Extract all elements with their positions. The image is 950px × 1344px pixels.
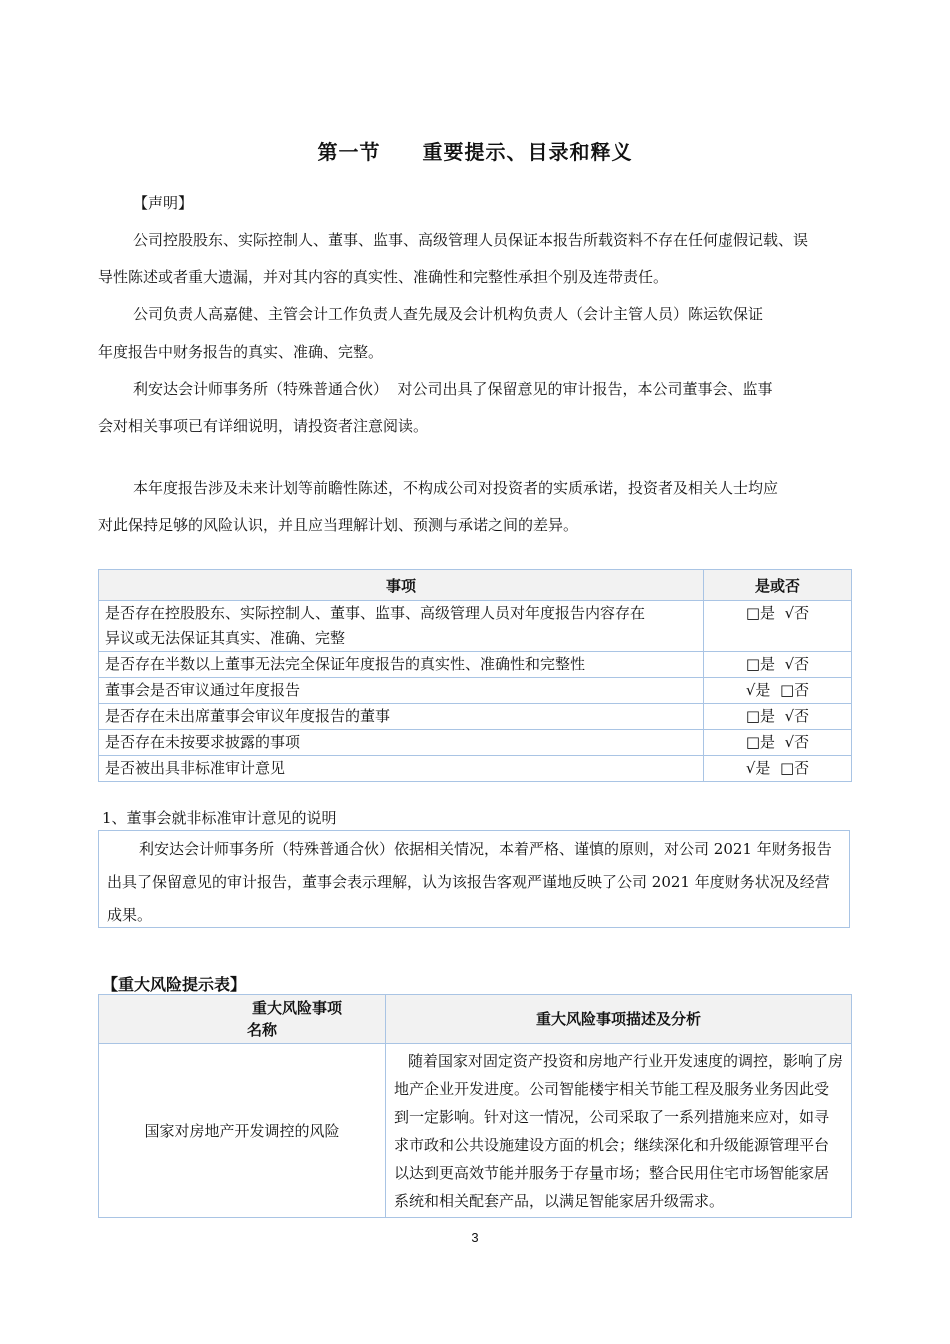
paragraph-1-line-2: 导性陈述或者重大遗漏，并对其内容的真实性、准确性和完整性承担个别及连带责任。	[98, 268, 669, 286]
paragraph-4-line-2: 对此保持足够的风险认识，并且应当理解计划、预测与承诺之间的差异。	[98, 516, 579, 534]
audit-note-heading: 1、董事会就非标准审计意见的说明	[102, 809, 337, 827]
item-cell	[99, 601, 704, 652]
header-risk-name-line-2: 名称	[247, 1021, 278, 1039]
table-row	[99, 730, 852, 756]
paragraph-2-line-2: 年度报告中财务报告的真实、准确、完整。	[98, 343, 384, 361]
header-risk-name	[99, 995, 386, 1044]
answer-cell: □是 √否	[704, 704, 852, 730]
item-cell: 是否存在半数以上董事无法完全保证年度报告的真实性、准确性和完整性	[99, 652, 704, 678]
table-row	[99, 704, 852, 730]
audit-note-text: 利安达会计师事务所（特殊普通合伙）依据相关情况，本着严格、谨慎的原则，对公司 2021 年财务报告出具了保留意见的审计报告，董事会表示理解，认为该报告客观严谨地反映了公司 2021 年度财务状况及经营成果。	[107, 840, 832, 924]
answer-cell: □是 √否	[704, 601, 852, 652]
paragraph-2-line-1: 公司负责人高嘉健、主管会计工作负责人查先晟及会计机构负责人（会计主管人员）陈运钦保证	[133, 305, 764, 323]
item-cell: 是否存在未按要求披露的事项	[99, 730, 704, 756]
answer-cell: □是 √否	[704, 730, 852, 756]
risk-desc-text: 随着国家对固定资产投资和房地产行业开发速度的调控，影响了房地产企业开发进度。公司智能楼宇相关节能工程及服务业务因此受到一定影响。针对这一情况，公司采取了一系列措施来应对，如寻求市政和公共设施建设方面的机会；继续深化和升级能源管理平台以达到更高效节能并服务于存量市场；整合民用住宅市场智能家居系统和相关配套产品，以满足智能家居升级需求。	[394, 1051, 844, 1210]
paragraph-1-line-1: 公司控股股东、实际控制人、董事、监事、高级管理人员保证本报告所载资料不存在任何虚假记载、误	[133, 231, 809, 249]
table-row	[99, 756, 852, 782]
statement-heading: 【声明】	[133, 194, 194, 212]
item-cell: 董事会是否审议通过年度报告	[99, 678, 704, 704]
answer-cell: √是 □否	[704, 678, 852, 704]
audit-note-box	[98, 830, 850, 928]
item-cell: 是否存在未出席董事会审议年度报告的董事	[99, 704, 704, 730]
table-row	[99, 1044, 852, 1218]
confirmation-table	[98, 569, 852, 782]
risk-desc-cell	[386, 1044, 852, 1218]
header-answer: 是或否	[704, 570, 852, 601]
header-risk-name-line-1: 重大风险事项	[251, 999, 342, 1017]
header-item: 事项	[99, 570, 704, 601]
table-row	[99, 678, 852, 704]
paragraph-3-line-2: 会对相关事项已有详细说明，请投资者注意阅读。	[98, 417, 429, 435]
risk-table	[98, 994, 852, 1218]
table-row	[99, 601, 852, 652]
item-cell: 是否被出具非标准审计意见	[99, 756, 704, 782]
answer-cell: □是 √否	[704, 652, 852, 678]
table-row	[99, 652, 852, 678]
answer-cell: √是 □否	[704, 756, 852, 782]
page-number: 3	[471, 1230, 479, 1245]
header-risk-desc: 重大风险事项描述及分析	[386, 995, 852, 1044]
paragraph-3-line-1: 利安达会计师事务所（特殊普通合伙） 对公司出具了保留意见的审计报告，本公司董事会、监事	[133, 380, 773, 398]
section-title: 第一节 重要提示、目录和释义	[317, 140, 633, 164]
paragraph-4-line-1: 本年度报告涉及未来计划等前瞻性陈述，不构成公司对投资者的实质承诺，投资者及相关人士均应	[133, 479, 779, 497]
item-text-line-1: 是否存在控股股东、实际控制人、董事、监事、高级管理人员对年度报告内容存在	[105, 604, 646, 622]
risk-name-cell: 国家对房地产开发调控的风险	[99, 1044, 386, 1218]
risk-table-heading: 【重大风险提示表】	[102, 975, 247, 994]
item-text-line-2: 异议或无法保证其真实、准确、完整	[105, 629, 346, 647]
